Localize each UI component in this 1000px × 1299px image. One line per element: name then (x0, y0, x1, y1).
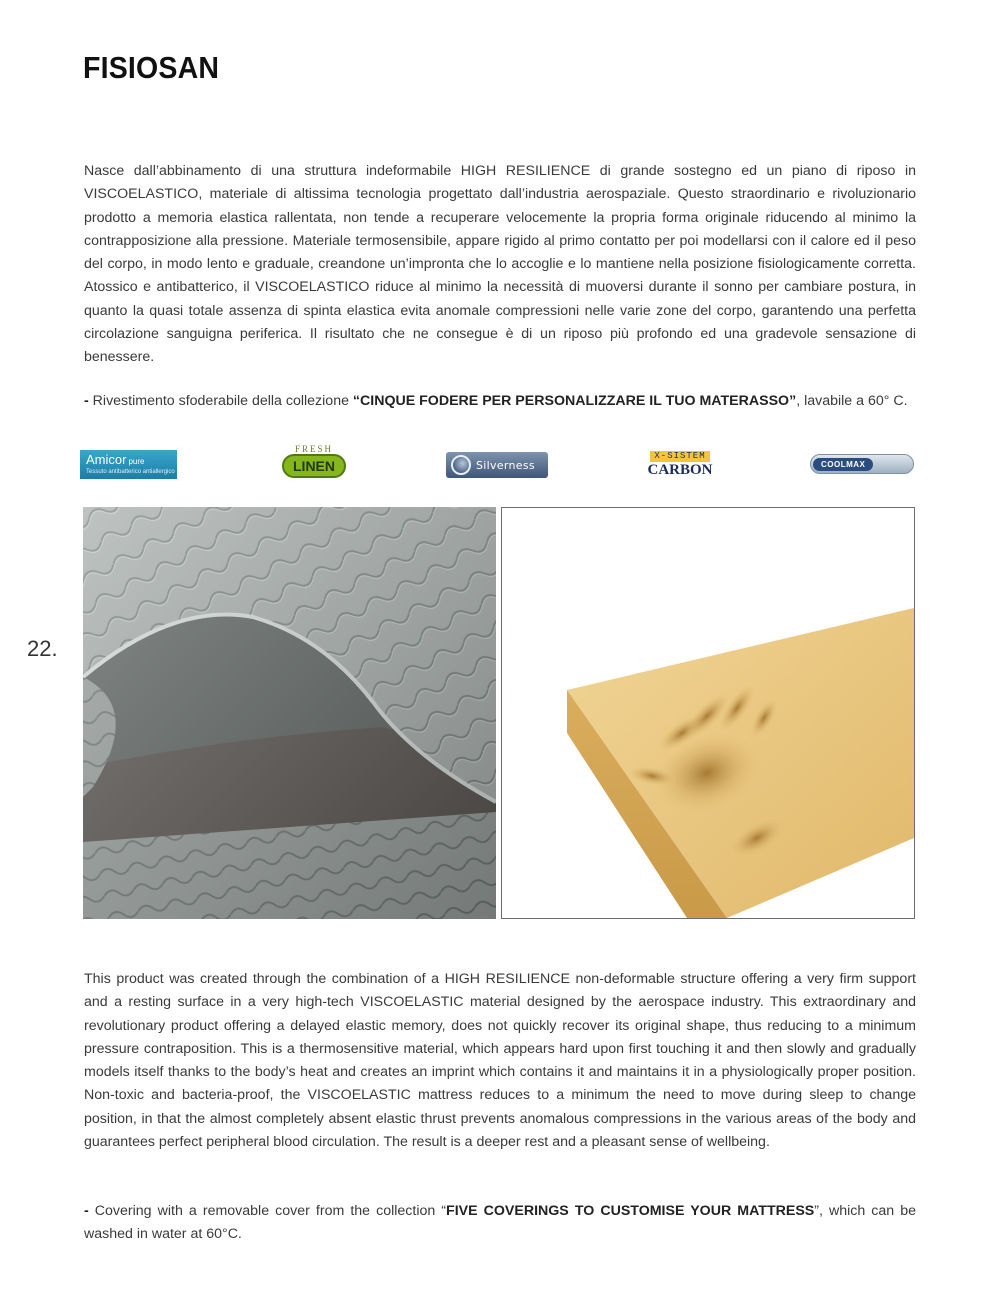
note-suffix: ”, which can be washed in water at 60°C. (84, 1203, 917, 1243)
mattress-cover-photo (83, 507, 496, 919)
x-sistem-carbon-logo (641, 449, 719, 481)
fresh-text: FRESH (294, 444, 333, 454)
note-suffix: , lavabile a 60° C. (796, 393, 908, 409)
collection-name: FIVE COVERINGS TO CUSTOMISE YOUR MATTRESS (446, 1203, 815, 1219)
note-prefix: Covering with a removable cover from the collection “ (88, 1203, 447, 1219)
note-dash: - (84, 393, 89, 409)
amicor-logo-text: Amicor pure (86, 452, 145, 467)
silverness-ring-icon (451, 455, 471, 475)
collection-name: “CINQUE FODERE PER PERSONALIZZARE IL TUO MATERASSO” (352, 393, 797, 409)
memory-foam-illustration (502, 508, 914, 918)
page-title: FISIOSAN (83, 50, 220, 85)
x-sistem-text: X-SISTEM (650, 451, 709, 462)
memory-foam-photo (501, 507, 915, 919)
silverness-logo (446, 452, 548, 478)
linen-text: LINEN (282, 454, 346, 478)
silverness-text: Silverness (476, 458, 535, 472)
coolmax-text: COOLMAX (813, 458, 873, 471)
english-cover-note (84, 1200, 916, 1247)
fresh-linen-logo (281, 442, 347, 480)
coolmax-logo (810, 454, 914, 474)
note-dash: - (84, 1203, 89, 1219)
english-description: This product was created through the combination of a HIGH RESILIENCE non-deformable structure offering a very firm support and a resting surface in a very high-tech VISCOELASTIC material designed by the aerospace industry. This extraordinary and revolutionary product offering a delayed elastic memory, does not quickly recover its original shape, thus reducing to a minimum pressure contraposition. This is a thermosensitive material, which appears hard upon first touching it and then slowly and gradually models itself thanks to the body’s heat and creates an imprint which contains it and maintains it in a physiologically proper position. Non-toxic and bacteria-proof, the VISCOELASTIC mattress reduces to a minimum the need to move during sleep to change position, in that the almost completely absent elastic thrust prevents anomalous compressions in the various areas of the body and guarantees perfect peripheral blood circulation. The result is a deeper rest and a pleasant sense of wellbeing. (84, 971, 916, 1151)
carbon-text: CARBON (647, 462, 713, 478)
amicor-logo-subtext: Tessuto antibatterico antiallergico (86, 469, 175, 475)
amicor-pure-logo (80, 450, 177, 479)
italian-description: Nasce dall’abbinamento di una struttura indeformabile HIGH RESILIENCE di grande sostegno ed un piano di riposo in VISCOELASTICO, materiale di altissima tecnologia progettato dall’industria aerospaziale. Questo straordinario e rivoluzionario prodotto a memoria elastica rallentata, non tende a recuperare velocemente la propria forma originale riducendo al minimo la contrapposizione alla pressione. Materiale termosensibile, appare rigido al primo contatto per poi modellarsi con il calore ed il peso del corpo, in modo lento e graduale, creandone un’impronta che lo accoglie e lo mantiene nella posizione fisiologicamente corretta. Atossico e antibatterico, il VISCOELASTICO riduce al minimo la necessità di muoversi durante il sonno per cambiare postura, in quanto la quasi totale assenza di spinta elastica evita anomale compressioni nelle varie zone del corpo, garantendo una perfetta circolazione sanguigna periferica. Il risultato che ne consegue è di un riposo più profondo ed una gradevole sensazione di benessere. (84, 163, 916, 366)
page-number: 22. (27, 636, 58, 661)
mattress-cover-illustration (83, 507, 496, 919)
italian-cover-note (84, 390, 916, 413)
note-prefix: Rivestimento sfoderabile della collezione (88, 393, 353, 409)
